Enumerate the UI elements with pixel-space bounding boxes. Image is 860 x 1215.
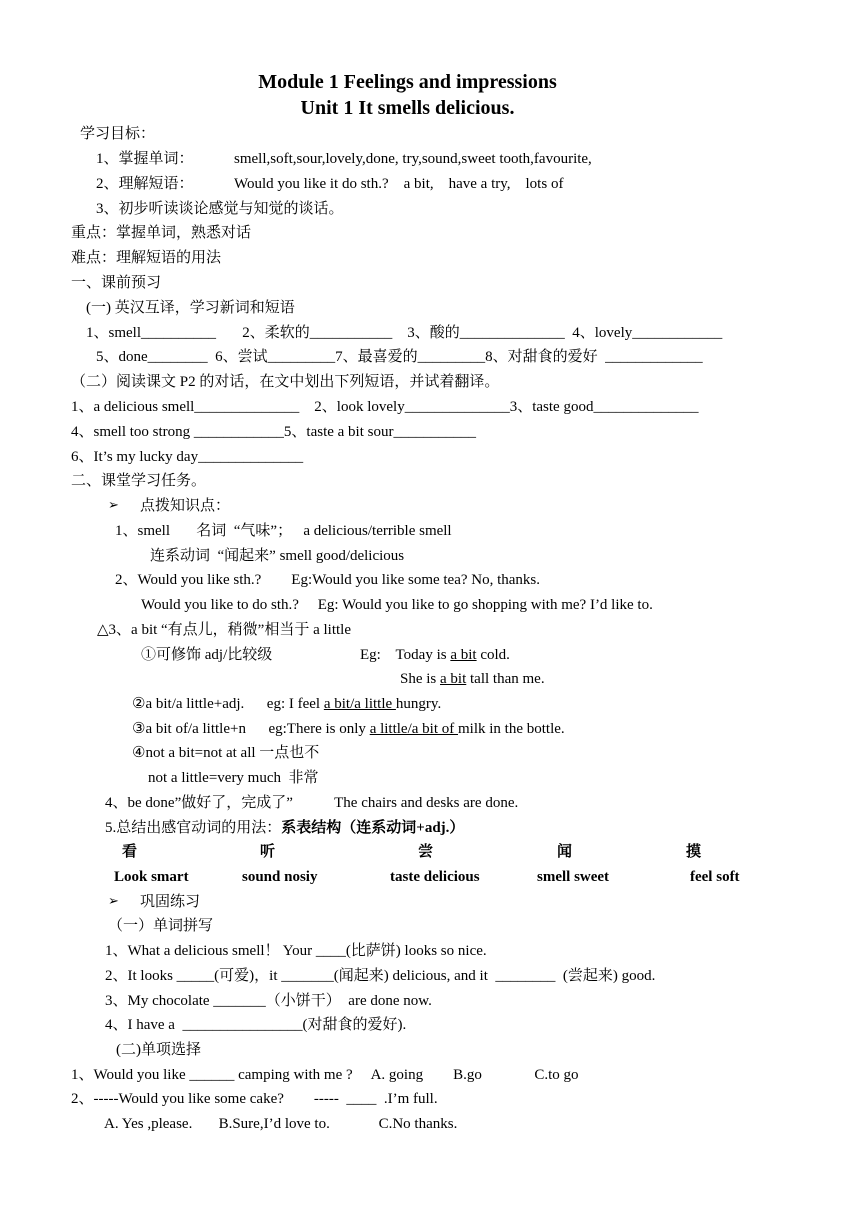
objective-1-text: smell,soft,sour,lovely,done, try,sound,sweet tooth,favourite, [234,151,592,167]
arrow-bullet-icon: ➢ [108,498,119,513]
key-point: 重点：掌握单词，熟悉对话 [71,225,252,241]
knowledge-1a: 1、smell 名词 “气味”； a delicious/terrible smell [115,523,452,539]
part-2-heading: （二）阅读课文 P2 的对话，在文中划出下列短语，并试着翻译。 [71,374,500,390]
knowledge-5: 5.总结出感官动词的用法：系表结构（连系动词+adj.） [105,820,465,836]
sense-taste: 尝 [418,844,434,860]
practice-heading: 巩固练习 [140,894,201,910]
unit-title: Unit 1 It smells delicious. [300,97,515,119]
module-title: Module 1 Feelings and impressions [258,71,557,93]
objective-2-label: 2、理解短语： [96,176,194,192]
objectives-heading: 学习目标： [80,126,156,142]
knowledge-3-1-example-2: She is a bit tall than me. [400,671,545,687]
difficult-point: 难点：理解短语的用法 [71,250,222,266]
sense-touch: 摸 [686,844,702,860]
knowledge-3-3: ③a bit of/a little+n eg:There is only a little/a bit of milk in the bottle. [132,721,565,737]
sense-phrase-feel: feel soft [690,869,740,885]
part-1-heading: (一) 英汉互译，学习新词和短语 [86,300,295,316]
phrase-row-3: 6、It’s my lucky day______________ [71,449,304,465]
knowledge-2a: 2、Would you like sth.? Eg:Would you like some tea? No, thanks. [115,572,541,588]
objective-1-label: 1、掌握单词： [96,151,194,167]
knowledge-3-1-example: Eg: Today is a bit cold. [360,647,510,663]
knowledge-heading: 点拨知识点： [140,498,231,514]
spelling-3: 3、My chocolate _______（小饼干） are done now. [105,993,432,1009]
sense-phrase-sound: sound nosiy [242,869,318,885]
spelling-heading: （一）单词拼写 [108,918,214,934]
sense-phrase-smell: smell sweet [537,869,610,885]
choice-1: 1、Would you like ______ camping with me ? A. going B.go C.to go [71,1067,579,1083]
objective-3: 3、初步听读谈论感觉与知觉的谈话。 [96,201,344,217]
knowledge-3-2: ②a bit/a little+adj. eg: I feel a bit/a little hungry. [132,696,442,712]
knowledge-3: △3、a bit “有点儿，稍微”相当于 a little [97,622,351,638]
knowledge-3-4a: ④not a bit=not at all 一点也不 [132,745,320,761]
sense-see: 看 [122,844,138,860]
sense-phrase-taste: taste delicious [390,869,480,885]
knowledge-2b: Would you like to do sth.? Eg: Would you like to go shopping with me? I’d like to. [141,597,653,613]
arrow-bullet-icon: ➢ [108,894,119,909]
knowledge-4: 4、be done”做好了，完成了” The chairs and desks are done. [105,795,519,811]
choice-2-options: A. Yes ,please. B.Sure,I’d love to. C.No thanks. [104,1116,458,1132]
knowledge-3-1-label: ①可修饰 adj/比较级 [141,647,273,663]
phrase-row-1: 1、a delicious smell______________ 2、look lovely______________3、taste good______________ [71,399,699,415]
spelling-2: 2、It looks _____(可爱)，it _______(闻起来) delicious, and it ________ (尝起来) good. [105,968,656,984]
phrase-row-2: 4、smell too strong ____________5、taste a bit sour___________ [71,424,476,440]
knowledge-1b: 连系动词 “闻起来” smell good/delicious [150,548,405,564]
choice-heading: (二)单项选择 [116,1042,201,1058]
spelling-1: 1、What a delicious smell！ Your ____(比萨饼) looks so nice. [105,943,487,959]
sense-smell: 闻 [557,844,573,860]
knowledge-3-4b: not a little=very much 非常 [148,770,319,786]
section-1-heading: 一、课前预习 [71,275,162,291]
section-2-heading: 二、课堂学习任务。 [71,473,207,489]
choice-2: 2、-----Would you like some cake? ----- ____ .I’m full. [71,1091,438,1107]
sense-hear: 听 [260,844,276,860]
spelling-4: 4、I have a ________________(对甜食的爱好). [105,1017,407,1033]
translation-row-1: 1、smell__________ 2、柔软的___________ 3、酸的______________ 4、lovely____________ [86,325,723,341]
objective-2-text: Would you like it do sth.? a bit, have a try, lots of [234,176,564,192]
sense-phrase-look: Look smart [114,869,189,885]
translation-row-2: 5、done________ 6、尝试_________7、最喜爱的_________8、对甜食的爱好 _____________ [96,349,703,365]
